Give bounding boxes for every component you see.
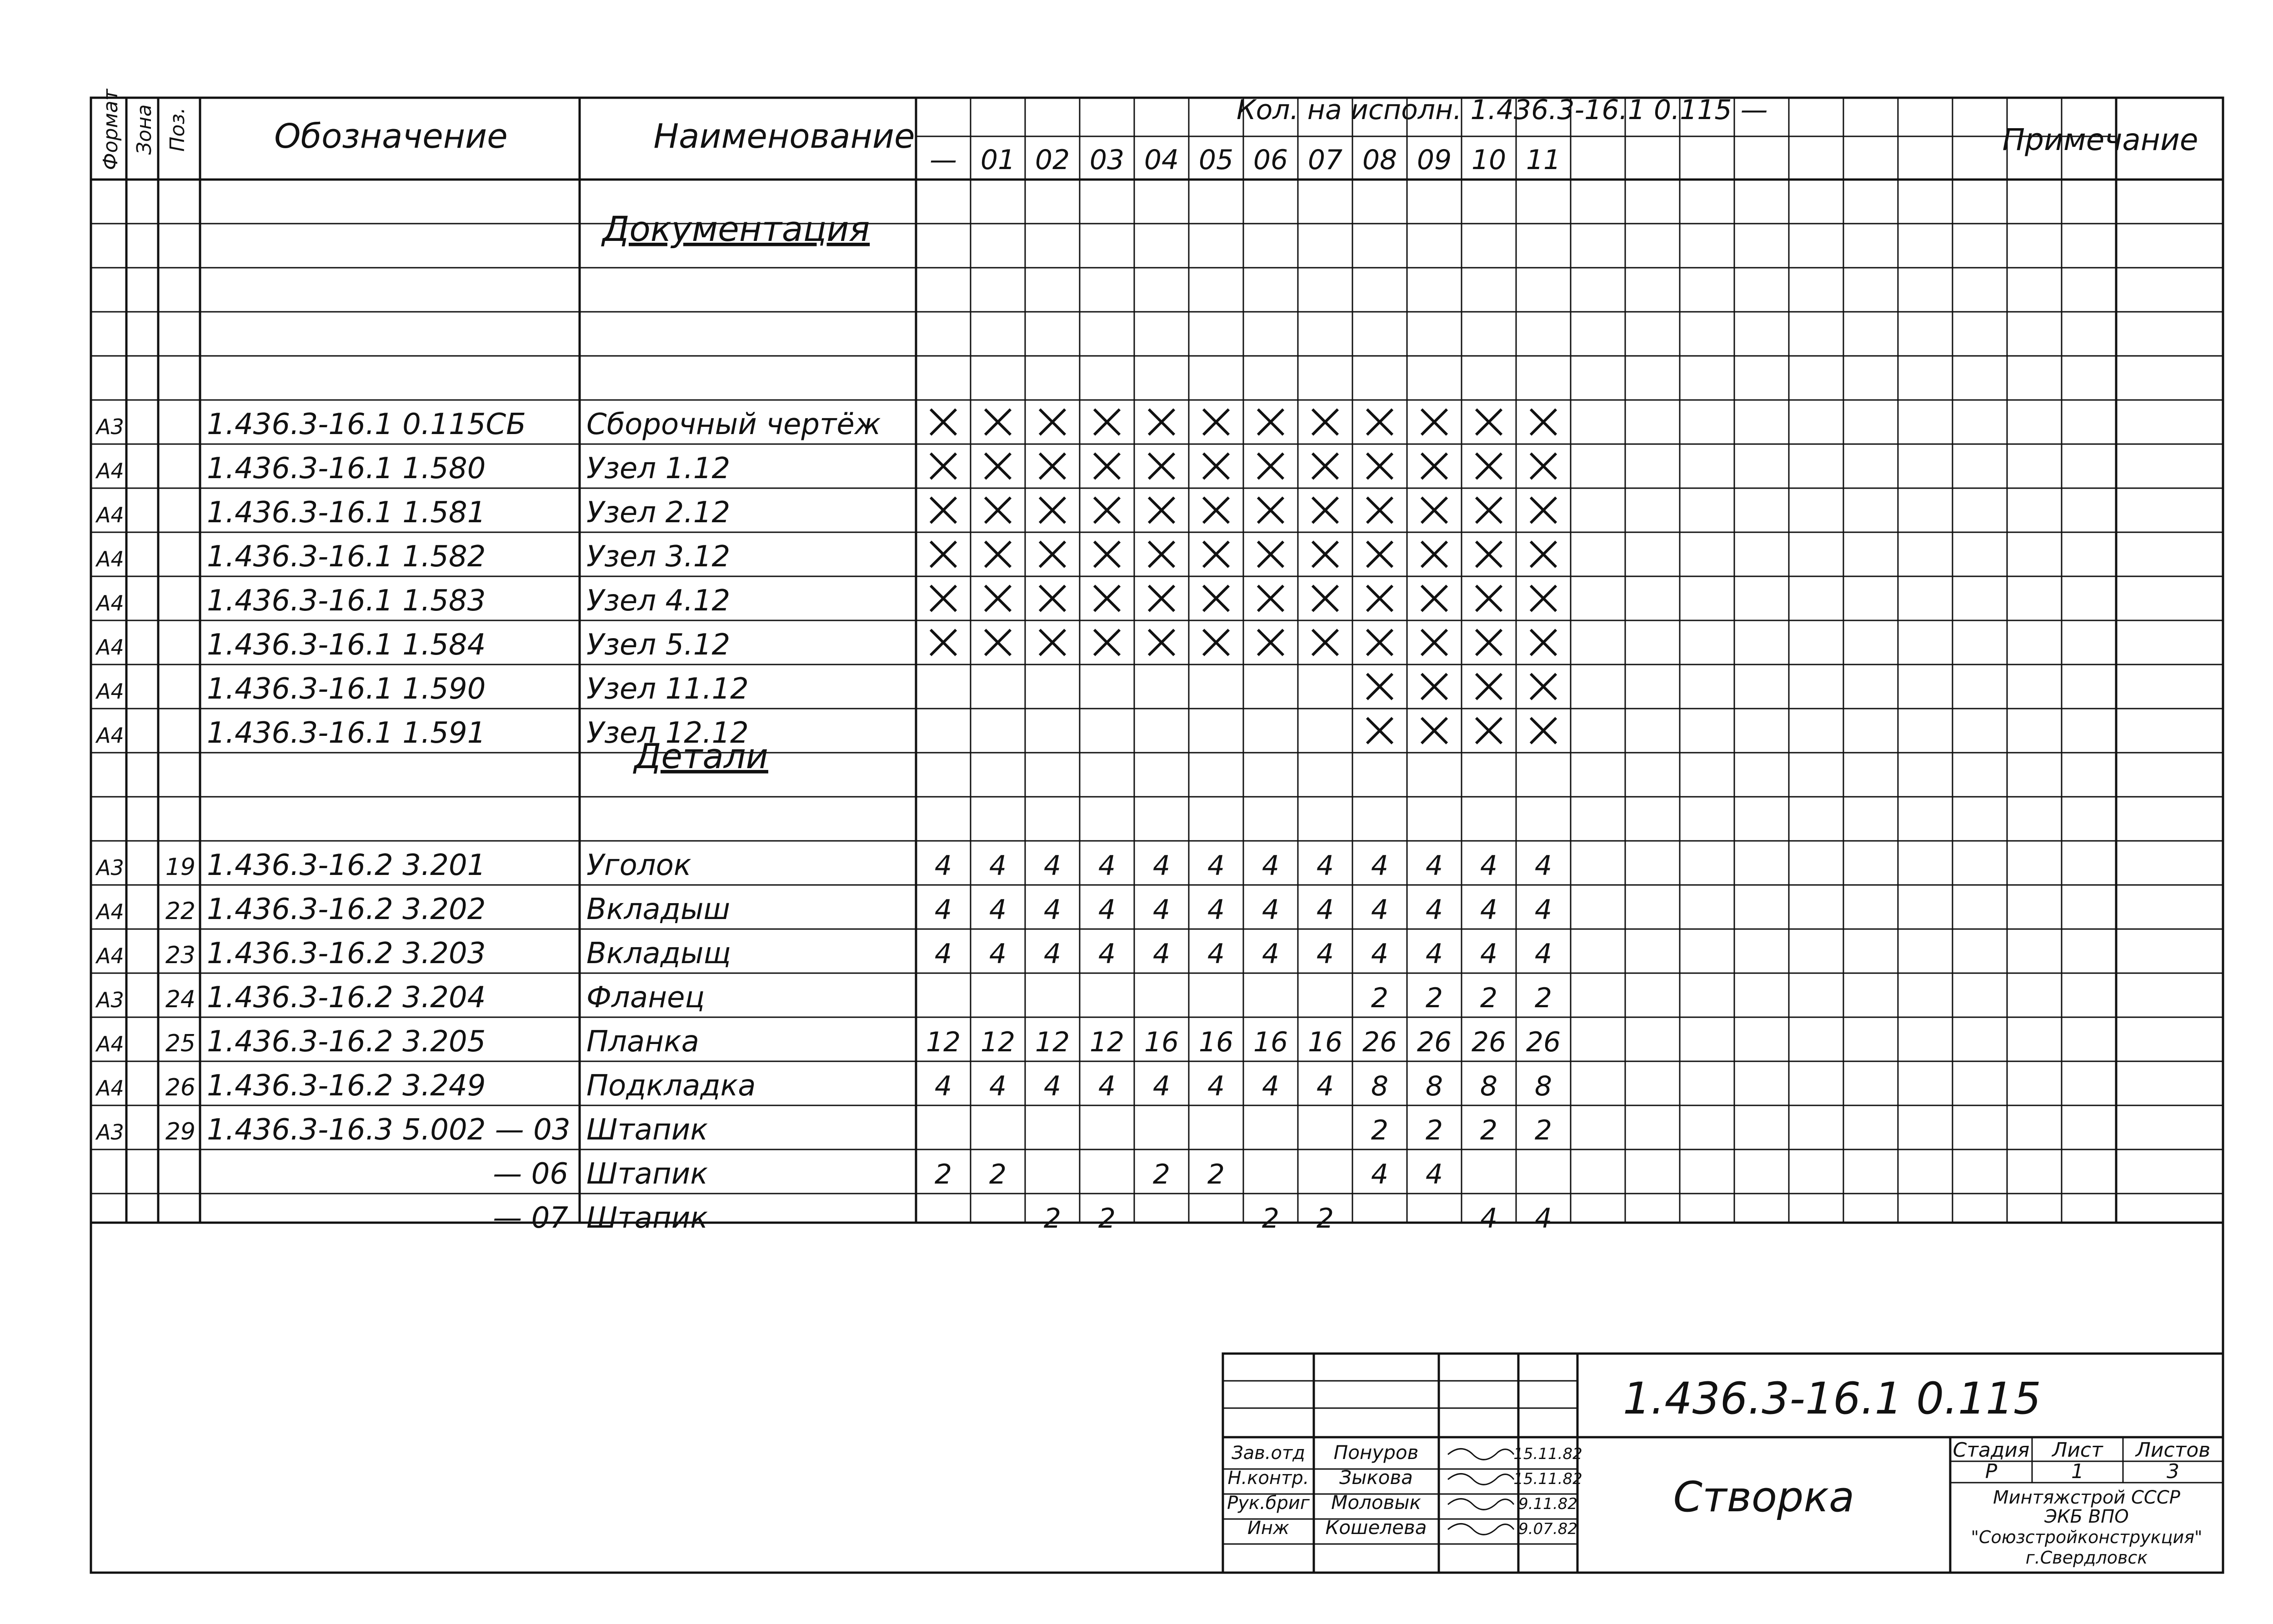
cross-mark	[1312, 586, 1338, 611]
row-name: Уголок	[586, 849, 691, 882]
cross-mark	[1258, 498, 1283, 523]
row-qty: 4	[934, 938, 952, 970]
row-qty: 4	[1207, 1070, 1225, 1102]
cross-mark	[1422, 542, 1447, 567]
row-name: Узел 11.12	[586, 672, 749, 706]
signer-name: Моловык	[1331, 1491, 1421, 1514]
row-qty: 2	[934, 1159, 952, 1190]
cross-mark	[1476, 410, 1502, 435]
row-format: А4	[96, 1032, 124, 1056]
cross-mark	[1040, 542, 1065, 567]
cross-mark	[1531, 454, 1556, 479]
cross-mark	[1531, 410, 1556, 435]
cross-mark	[985, 410, 1011, 435]
cross-mark	[1040, 630, 1065, 655]
row-qty: 12	[1035, 1026, 1070, 1058]
row-qty: 4	[989, 1070, 1007, 1102]
cross-mark	[1476, 630, 1502, 655]
variant-6: 06	[1253, 144, 1288, 176]
row-qty: 2	[1371, 982, 1389, 1014]
row-format: А4	[96, 944, 124, 968]
table-row	[95, 540, 1556, 574]
cross-mark	[1312, 630, 1338, 655]
cross-mark	[931, 410, 956, 435]
row-designation: — 06	[493, 1157, 568, 1191]
row-format: А4	[96, 899, 124, 924]
row-qty: 26	[1417, 1026, 1452, 1058]
cross-mark	[1422, 630, 1447, 655]
cross-mark	[1040, 498, 1065, 523]
cross-mark	[1203, 498, 1229, 523]
row-name: Штапик	[586, 1113, 708, 1147]
table-row	[95, 1069, 1552, 1103]
row-qty: 8	[1480, 1070, 1498, 1102]
row-qty: 4	[1316, 938, 1334, 970]
cross-mark	[1476, 586, 1502, 611]
table-row	[95, 716, 1556, 750]
row-qty: 26	[1362, 1026, 1397, 1058]
row-qty: 4	[1098, 850, 1116, 882]
row-designation: 1.436.3-16.1 1.584	[207, 628, 486, 662]
signer-role: Зав.отд	[1232, 1443, 1305, 1464]
row-qty: 4	[1262, 1070, 1280, 1102]
row-qty: 2	[1098, 1203, 1116, 1234]
signer-row	[1232, 1441, 1582, 1464]
cross-mark	[1367, 410, 1392, 435]
table-row	[95, 937, 1552, 970]
row-name: Фланец	[586, 981, 705, 1014]
row-qty: 12	[980, 1026, 1016, 1058]
cross-mark	[1149, 586, 1174, 611]
cross-mark	[1367, 498, 1392, 523]
table-row	[493, 1157, 1443, 1191]
row-qty: 4	[1262, 850, 1280, 882]
row-format: А4	[96, 547, 124, 571]
cross-mark	[1203, 586, 1229, 611]
row-pos: 22	[165, 898, 195, 925]
row-name: Узел 5.12	[586, 628, 731, 662]
row-designation: 1.436.3-16.3 5.002 — 03	[207, 1113, 571, 1147]
row-qty: 8	[1371, 1070, 1389, 1102]
org-line-2: ЭКБ ВПО	[2044, 1506, 2129, 1527]
row-name: Узел 12.12	[586, 716, 749, 750]
row-qty: 4	[1425, 850, 1443, 882]
row-name: Узел 3.12	[586, 540, 731, 574]
row-name: Сборочный чертёж	[586, 408, 881, 441]
row-qty: 4	[1316, 894, 1334, 926]
header-format: Формат	[99, 89, 122, 170]
header-zone: Зона	[133, 104, 156, 155]
row-designation: — 07	[493, 1201, 568, 1235]
row-pos: 19	[165, 854, 195, 881]
signer-name: Понуров	[1333, 1441, 1419, 1464]
signature-mark	[1448, 1449, 1514, 1460]
signer-date: 9.07.82	[1518, 1520, 1577, 1538]
org-line-1: Минтяжстрой СССР	[1993, 1487, 2180, 1508]
row-qty: 2	[1480, 1114, 1498, 1146]
table-row	[95, 1113, 1552, 1147]
row-qty: 26	[1526, 1026, 1561, 1058]
table-row	[95, 496, 1556, 530]
signer-row	[1228, 1466, 1582, 1489]
row-qty: 2	[1262, 1203, 1280, 1234]
cross-mark	[1367, 542, 1392, 567]
variant-11: 11	[1526, 144, 1561, 176]
row-name: Штапик	[586, 1157, 708, 1191]
cross-mark	[1367, 586, 1392, 611]
row-format: А4	[96, 679, 124, 704]
cross-mark	[1149, 542, 1174, 567]
table-row	[95, 849, 1552, 882]
row-qty: 4	[1480, 850, 1498, 882]
row-qty: 4	[1371, 894, 1389, 926]
cross-mark	[985, 542, 1011, 567]
row-qty: 4	[1098, 938, 1116, 970]
row-name: Узел 1.12	[586, 452, 731, 485]
cross-mark	[1531, 630, 1556, 655]
cross-mark	[1040, 410, 1065, 435]
row-qty: 16	[1307, 1026, 1343, 1058]
section-documentation: Документация	[602, 209, 870, 249]
row-qty: 4	[1480, 938, 1498, 970]
cross-mark	[985, 498, 1011, 523]
row-pos: 29	[165, 1118, 195, 1145]
variant-5: 05	[1198, 144, 1234, 176]
row-format: А4	[96, 591, 124, 615]
row-qty: 2	[1425, 1114, 1443, 1146]
row-qty: 4	[1425, 894, 1443, 926]
row-format: А4	[96, 503, 124, 527]
row-designation: 1.436.3-16.2 3.202	[207, 893, 486, 926]
row-designation: 1.436.3-16.1 1.583	[207, 584, 486, 618]
row-qty: 4	[1534, 1203, 1552, 1234]
row-designation: 1.436.3-16.1 1.582	[207, 540, 486, 574]
row-name: Узел 2.12	[586, 496, 731, 530]
row-qty: 2	[989, 1159, 1007, 1190]
row-qty: 4	[1152, 894, 1171, 926]
row-qty: 4	[1152, 1070, 1171, 1102]
signer-role: Инж	[1247, 1518, 1290, 1539]
row-qty: 8	[1425, 1070, 1443, 1102]
sheets-value: 3	[2167, 1460, 2179, 1483]
cross-mark	[1094, 410, 1120, 435]
row-qty: 2	[1534, 1114, 1552, 1146]
row-qty: 4	[1316, 1070, 1334, 1102]
signature-mark	[1448, 1474, 1514, 1485]
row-qty: 2	[1152, 1159, 1171, 1190]
org-line-4: г.Свердловск	[2025, 1548, 2148, 1568]
row-name: Штапик	[586, 1201, 708, 1235]
row-pos: 24	[165, 986, 195, 1013]
stage-label: Стадия	[1953, 1439, 2030, 1462]
row-designation: 1.436.3-16.2 3.205	[207, 1025, 486, 1059]
cross-mark	[1476, 674, 1502, 700]
row-qty: 4	[1480, 1203, 1498, 1234]
table-row	[95, 981, 1552, 1014]
row-qty: 4	[1425, 938, 1443, 970]
row-designation: 1.436.3-16.1 0.115СБ	[207, 408, 526, 441]
cross-mark	[1203, 410, 1229, 435]
row-qty: 2	[1534, 982, 1552, 1014]
signature-mark	[1448, 1499, 1514, 1510]
row-designation: 1.436.3-16.1 1.590	[207, 672, 486, 706]
row-qty: 4	[934, 850, 952, 882]
cross-mark	[1531, 498, 1556, 523]
row-qty: 4	[934, 1070, 952, 1102]
header-name: Наименование	[653, 117, 915, 156]
signature-mark	[1448, 1524, 1514, 1535]
doc-name: Створка	[1673, 1473, 1855, 1521]
row-name: Узел 4.12	[586, 584, 731, 618]
sheet-value: 1	[2071, 1460, 2084, 1483]
header-pos: Поз.	[166, 107, 189, 152]
header-note: Примечание	[2002, 122, 2198, 157]
signer-name: Зыкова	[1339, 1466, 1413, 1489]
cross-mark	[1149, 410, 1174, 435]
signatures-table	[1227, 1441, 1582, 1539]
cross-mark	[931, 586, 956, 611]
row-qty: 8	[1534, 1070, 1552, 1102]
section-parts: Детали	[634, 736, 768, 776]
variant-4: 04	[1144, 144, 1179, 176]
cross-mark	[1094, 542, 1120, 567]
table-header	[99, 88, 2198, 176]
row-qty: 4	[1371, 938, 1389, 970]
row-qty: 2	[1425, 982, 1443, 1014]
header-designation: Обозначение	[274, 117, 508, 156]
row-qty: 4	[989, 850, 1007, 882]
row-qty: 4	[1534, 850, 1552, 882]
cross-mark	[1476, 498, 1502, 523]
cross-mark	[1258, 586, 1283, 611]
signer-date: 9.11.82	[1518, 1495, 1577, 1513]
row-qty: 4	[1207, 850, 1225, 882]
cross-mark	[1258, 454, 1283, 479]
variant-headers	[930, 144, 1561, 176]
sheets-label: Листов	[2135, 1439, 2211, 1462]
cross-mark	[1312, 454, 1338, 479]
row-qty: 4	[1371, 1159, 1389, 1190]
signer-name: Кошелева	[1325, 1516, 1427, 1539]
variant-2: 02	[1035, 144, 1070, 176]
row-pos: 23	[165, 942, 195, 969]
cross-mark	[1149, 454, 1174, 479]
cross-mark	[1422, 718, 1447, 744]
header-qty-title: Кол. на исполн. 1.436.3-16.1 0.115 —	[1237, 94, 1768, 126]
cross-mark	[1094, 630, 1120, 655]
cross-mark	[1040, 586, 1065, 611]
row-qty: 4	[934, 894, 952, 926]
row-qty: 4	[989, 894, 1007, 926]
table-row	[95, 452, 1556, 485]
row-qty: 4	[1207, 894, 1225, 926]
row-pos: 25	[165, 1030, 195, 1057]
row-qty: 2	[1043, 1203, 1061, 1234]
row-format: А3	[96, 1120, 124, 1144]
cross-mark	[1531, 674, 1556, 700]
cross-mark	[1040, 454, 1065, 479]
row-qty: 4	[1534, 938, 1552, 970]
cross-mark	[1312, 542, 1338, 567]
cross-mark	[1422, 498, 1447, 523]
cross-mark	[1422, 586, 1447, 611]
variant-3: 03	[1089, 144, 1125, 176]
row-designation: 1.436.3-16.2 3.203	[207, 937, 486, 970]
row-qty: 2	[1316, 1203, 1334, 1234]
row-designation: 1.436.3-16.2 3.204	[207, 981, 486, 1014]
cross-mark	[1149, 498, 1174, 523]
cross-mark	[1476, 718, 1502, 744]
row-qty: 4	[1043, 1070, 1061, 1102]
row-designation: 1.436.3-16.1 1.591	[207, 716, 486, 750]
signer-date: 15.11.82	[1513, 1470, 1582, 1488]
cross-mark	[1258, 410, 1283, 435]
cross-mark	[1367, 454, 1392, 479]
row-qty: 26	[1471, 1026, 1507, 1058]
cross-mark	[985, 630, 1011, 655]
row-qty: 4	[1371, 850, 1389, 882]
cross-mark	[1203, 454, 1229, 479]
cross-mark	[1094, 586, 1120, 611]
cross-mark	[1476, 454, 1502, 479]
row-qty: 4	[1425, 1159, 1443, 1190]
cross-mark	[1476, 542, 1502, 567]
table-row	[493, 1201, 1552, 1235]
cross-mark	[1531, 586, 1556, 611]
row-qty: 4	[1043, 850, 1061, 882]
table-row	[95, 408, 1556, 441]
cross-mark	[1531, 542, 1556, 567]
variant-1: 01	[980, 144, 1016, 176]
row-name: Вкладыщ	[586, 937, 731, 970]
table-row	[95, 584, 1556, 618]
variant-10: 10	[1471, 144, 1507, 176]
cross-mark	[1094, 454, 1120, 479]
doc-number: 1.436.3-16.1 0.115	[1622, 1373, 2042, 1424]
row-designation: 1.436.3-16.2 3.201	[207, 849, 486, 882]
table-row	[95, 893, 1552, 926]
row-designation: 1.436.3-16.1 1.581	[207, 496, 486, 530]
variant-9: 09	[1417, 144, 1452, 176]
row-format: А4	[96, 635, 124, 660]
table-row	[95, 1025, 1561, 1059]
row-format: А4	[96, 459, 124, 483]
cross-mark	[1312, 410, 1338, 435]
sheet-label: Лист	[2052, 1439, 2103, 1462]
row-qty: 2	[1480, 982, 1498, 1014]
row-designation: 1.436.3-16.1 1.580	[207, 452, 486, 485]
row-qty: 2	[1207, 1159, 1225, 1190]
table-row	[95, 628, 1556, 662]
cross-mark	[1258, 630, 1283, 655]
cross-mark	[985, 586, 1011, 611]
signer-row	[1227, 1491, 1577, 1514]
row-designation: 1.436.3-16.2 3.249	[207, 1069, 486, 1103]
cross-mark	[1203, 542, 1229, 567]
row-format: А3	[96, 988, 124, 1012]
cross-mark	[1367, 630, 1392, 655]
frame	[91, 98, 2223, 1573]
variant-0: —	[930, 144, 957, 176]
row-qty: 4	[1152, 938, 1171, 970]
stage-value: Р	[1985, 1460, 1998, 1483]
org-line-3: "Союзстройконструкция"	[1971, 1527, 2203, 1547]
row-qty: 4	[1534, 894, 1552, 926]
row-qty: 16	[1144, 1026, 1179, 1058]
signer-role: Н.контр.	[1227, 1468, 1309, 1489]
row-qty: 4	[1316, 850, 1334, 882]
row-name: Планка	[586, 1025, 699, 1059]
row-pos: 26	[165, 1074, 195, 1101]
row-qty: 4	[1262, 894, 1280, 926]
row-qty: 4	[1098, 1070, 1116, 1102]
row-qty: 4	[1262, 938, 1280, 970]
row-qty: 4	[1152, 850, 1171, 882]
signer-role: Рук.бриг	[1227, 1493, 1310, 1514]
cross-mark	[1367, 674, 1392, 700]
row-qty: 16	[1253, 1026, 1288, 1058]
cross-mark	[1367, 718, 1392, 744]
row-qty: 4	[1207, 938, 1225, 970]
cross-mark	[985, 454, 1011, 479]
cross-mark	[1094, 498, 1120, 523]
row-format: А4	[96, 1076, 124, 1100]
cross-mark	[1258, 542, 1283, 567]
cross-mark	[1531, 718, 1556, 744]
row-format: А4	[96, 723, 124, 748]
row-qty: 16	[1198, 1026, 1234, 1058]
cross-mark	[931, 542, 956, 567]
row-qty: 2	[1371, 1114, 1389, 1146]
row-name: Вкладыш	[586, 893, 731, 926]
signer-date: 15.11.82	[1513, 1445, 1582, 1463]
cross-mark	[1422, 674, 1447, 700]
table-row	[95, 672, 1556, 706]
cross-mark	[1312, 498, 1338, 523]
row-qty: 12	[926, 1026, 961, 1058]
row-qty: 4	[1043, 938, 1061, 970]
row-qty: 4	[1043, 894, 1061, 926]
variant-7: 07	[1307, 144, 1343, 176]
cross-mark	[1203, 630, 1229, 655]
row-name: Подкладка	[586, 1069, 756, 1103]
cross-mark	[931, 454, 956, 479]
row-qty: 4	[989, 938, 1007, 970]
cross-mark	[1422, 410, 1447, 435]
row-format: А3	[96, 415, 124, 439]
row-qty: 4	[1480, 894, 1498, 926]
variant-8: 08	[1362, 144, 1397, 176]
row-format: А3	[96, 855, 124, 880]
row-qty: 12	[1089, 1026, 1125, 1058]
title-block	[1223, 1354, 2223, 1573]
cross-mark	[1149, 630, 1174, 655]
cross-mark	[1422, 454, 1447, 479]
cross-mark	[931, 630, 956, 655]
cross-mark	[931, 498, 956, 523]
row-qty: 4	[1098, 894, 1116, 926]
